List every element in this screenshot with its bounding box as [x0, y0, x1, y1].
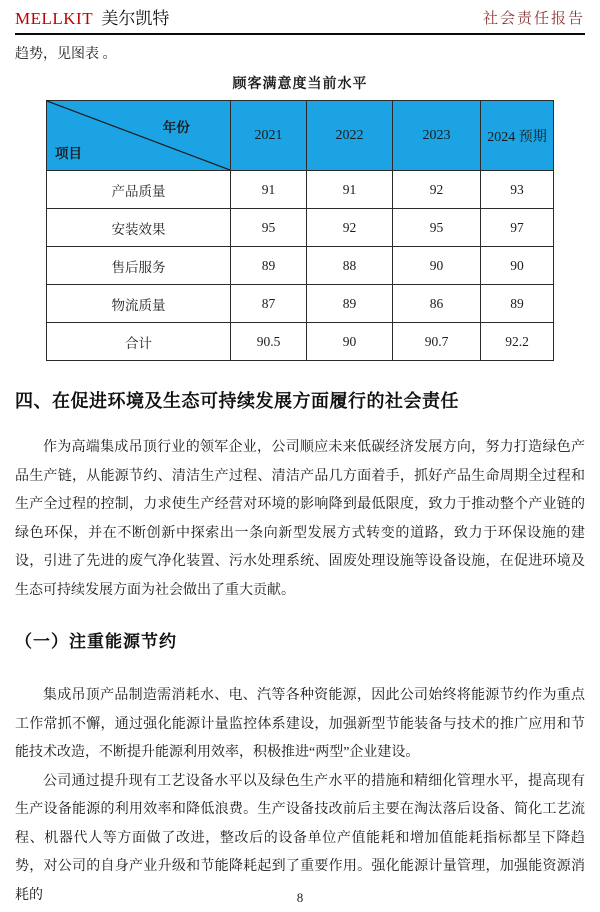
row-label-installation-effect: 安装效果	[47, 209, 231, 247]
paragraph-3: 公司通过提升现有工艺设备水平以及绿色生产水平的措施和精细化管理水平，提高现有生产设备能源的利用效率和降低浪费。生产设备技改前后主要在淘汰落后设备、简化工艺流程、机器代人等方面做了改进，整改后的设备单位产值能耗和增加值能耗指标都呈下降趋势，对公司的自身产业升级和节能降耗起到了重要作用。强化能源计量管理，加强能资源消耗的	[15, 773, 585, 903]
row-label-logistics-quality: 物流质量	[47, 285, 231, 323]
table-row	[47, 209, 554, 247]
page-number: 8	[296, 890, 304, 905]
table-row	[47, 285, 554, 323]
corner-item-label: 项目	[55, 146, 82, 161]
section-heading: 四、在促进环境及生态可持续发展方面履行的社会责任	[15, 391, 459, 411]
cell-value: 90	[393, 247, 481, 285]
subsection-heading: （一）注重能源节约	[15, 632, 177, 651]
table-header-row	[47, 101, 554, 171]
cell-value: 92	[307, 209, 393, 247]
table-row-total	[47, 323, 554, 361]
cell-value: 89	[481, 285, 554, 323]
cell-value: 92.2	[481, 323, 554, 361]
row-label-total: 合计	[47, 323, 231, 361]
row-label-product-quality: 产品质量	[47, 171, 231, 209]
page-header	[15, 0, 585, 35]
cell-value: 88	[307, 247, 393, 285]
cell-value: 92	[393, 171, 481, 209]
table-row	[47, 171, 554, 209]
cell-value: 90.5	[231, 323, 307, 361]
table-row	[47, 247, 554, 285]
intro-text: 趋势，见图表 。	[15, 47, 117, 62]
column-header-2023: 2023	[393, 101, 481, 171]
cell-value: 91	[231, 171, 307, 209]
table-title: 顾客满意度当前水平	[232, 75, 368, 91]
brand	[15, 8, 169, 30]
cell-value: 90	[307, 323, 393, 361]
cell-value: 87	[231, 285, 307, 323]
cell-value: 89	[307, 285, 393, 323]
brand-name-cn: 美尔凯特	[101, 9, 170, 28]
cell-value: 95	[393, 209, 481, 247]
column-header-2021: 2021	[231, 101, 307, 171]
column-header-2022: 2022	[307, 101, 393, 171]
paragraph-2: 集成吊顶产品制造需消耗水、电、汽等各种资能源，因此公司始终将能源节约作为重点工作常抓不懈，通过强化能源计量监控体系建设，加强新型节能装备与技术的推广应用和节能技术改造，不断提升能源利用效率，积极推进“两型”企业建设。	[15, 688, 585, 760]
cell-value: 90.7	[393, 323, 481, 361]
satisfaction-table	[46, 100, 554, 361]
table-corner-cell	[47, 101, 231, 171]
cell-value: 86	[393, 285, 481, 323]
cell-value: 90	[481, 247, 554, 285]
cell-value: 89	[231, 247, 307, 285]
brand-logo-text: MELLKIT	[15, 9, 94, 28]
corner-year-label: 年份	[162, 120, 190, 136]
cell-value: 95	[231, 209, 307, 247]
cell-value: 93	[481, 171, 554, 209]
document-title: 社会责任报告	[482, 11, 585, 27]
cell-value: 97	[481, 209, 554, 247]
paragraph-1: 作为高端集成吊顶行业的领军企业，公司顺应未来低碳经济发展方向，努力打造绿色产品生产链，从能源节约、清洁生产过程、清洁产品几方面着手，抓好产品生命周期全过程和生产全过程的控制，力求使生产经营对环境的影响降到最低限度，致力于推动整个产业链的绿色环保，并在不断创新中探索出一条向新型发展方式转变的道路，致力于环保设施的建设，引进了先进的废气净化装置、污水处理系统、固废处理设施等设备设施，在促进环境及生态可持续发展方面为社会做出了重大贡献。	[15, 440, 585, 598]
cell-value: 91	[307, 171, 393, 209]
row-label-after-sales-service: 售后服务	[47, 247, 231, 285]
column-header-2024-forecast: 2024 预期	[481, 101, 554, 171]
